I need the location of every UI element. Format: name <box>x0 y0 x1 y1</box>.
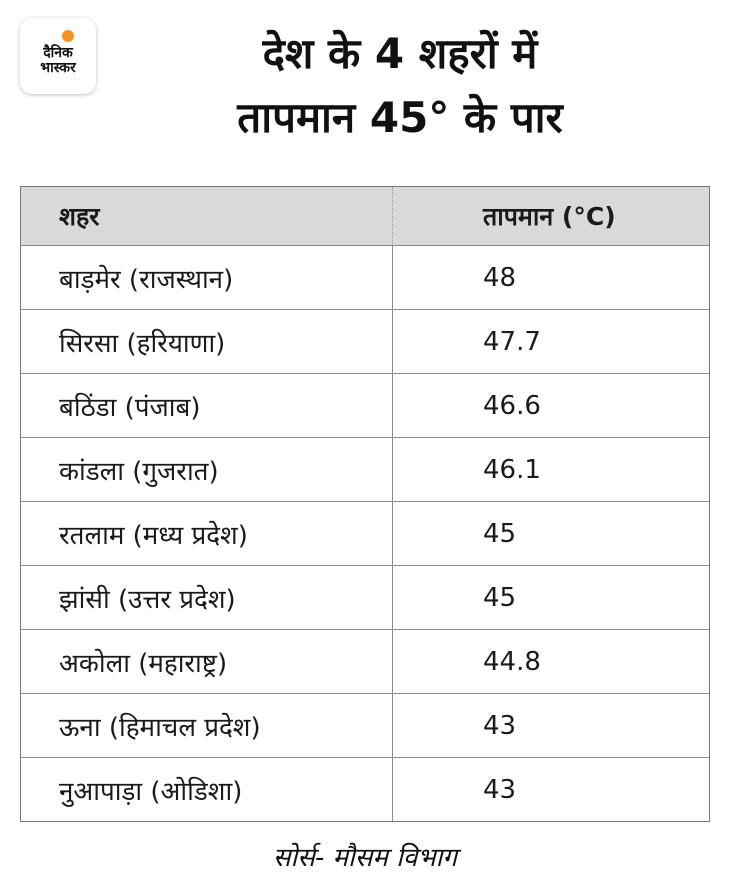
logo-line-1: दैनिक <box>43 45 73 62</box>
table-row <box>21 309 709 373</box>
temperature-cell: 46.1 <box>483 454 541 485</box>
city-cell: सिरसा (हरियाणा) <box>21 310 393 373</box>
title-line-2: तापमान 45° के पार <box>237 93 563 142</box>
city-cell: ऊना (हिमाचल प्रदेश) <box>21 694 393 757</box>
table-row <box>21 437 709 501</box>
temperature-table <box>20 186 710 822</box>
city-cell: बठिंडा (पंजाब) <box>21 374 393 437</box>
city-cell: रतलाम (मध्य प्रदेश) <box>21 502 393 565</box>
temperature-cell: 45 <box>483 582 517 613</box>
table-header-row <box>21 187 709 245</box>
dainik-bhaskar-logo <box>20 18 96 94</box>
temperature-cell: 45 <box>483 518 517 549</box>
header-city: शहर <box>21 187 393 245</box>
temperature-cell: 43 <box>483 710 517 741</box>
table-row <box>21 757 709 821</box>
page-title <box>110 22 690 150</box>
city-cell: अकोला (महाराष्ट्र) <box>21 630 393 693</box>
table-row <box>21 565 709 629</box>
table-row <box>21 501 709 565</box>
temperature-cell: 46.6 <box>483 390 541 421</box>
temperature-cell: 43 <box>483 774 517 805</box>
title-line-1: देश के 4 शहरों में <box>262 29 538 78</box>
city-cell: झांसी (उत्तर प्रदेश) <box>21 566 393 629</box>
city-cell: बाड़मेर (राजस्थान) <box>21 246 393 309</box>
city-cell: कांडला (गुजरात) <box>21 438 393 501</box>
city-cell: नुआपाड़ा (ओडिशा) <box>21 758 393 821</box>
temperature-cell: 44.8 <box>483 646 541 677</box>
sun-icon <box>62 30 74 42</box>
temperature-cell: 47.7 <box>483 326 541 357</box>
temperature-cell: 48 <box>483 262 517 293</box>
table-row <box>21 629 709 693</box>
header-temperature: तापमान (°C) <box>483 202 616 231</box>
logo-line-2: भास्कर <box>40 60 76 76</box>
table-row <box>21 693 709 757</box>
source-note: सोर्स- मौसम विभाग <box>272 843 458 873</box>
table-row <box>21 373 709 437</box>
table-row <box>21 245 709 309</box>
